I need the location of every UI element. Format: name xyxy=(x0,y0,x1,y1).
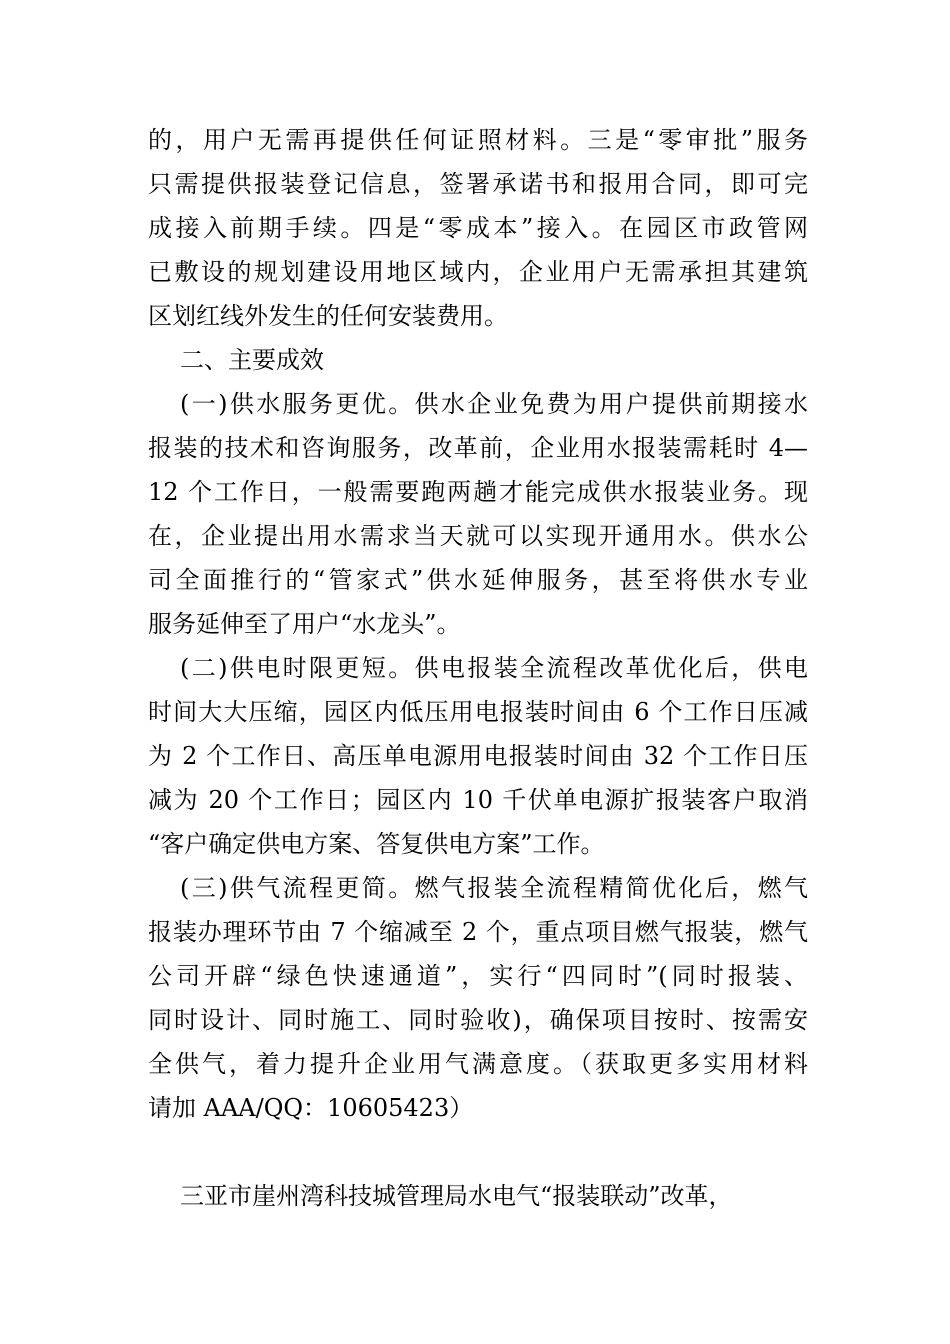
text-line: 同时设计、同时施工、同时验收)，确保项目按时、按需安 xyxy=(148,1006,808,1034)
text-line: 全供气，着力提升企业用气满意度。（获取更多实用材料 xyxy=(148,1050,808,1078)
text-line: 公司开辟“绿色快速通道”，实行“四同时”(同时报装、 xyxy=(148,962,808,990)
paragraph-zero-cost xyxy=(148,118,808,338)
text-line: (二)供电时限更短。供电报装全流程改革优化后，供电 xyxy=(180,654,808,682)
text-line: 报装的技术和咨询服务，改革前，企业用水报装需耗时 4— xyxy=(148,434,808,462)
text-line: 的，用户无需再提供任何证照材料。三是“零审批”服务 xyxy=(148,126,808,154)
text-line: 减为 20 个工作日；园区内 10 千伏单电源扩报装客户取消 xyxy=(148,786,808,814)
paragraph-water-supply xyxy=(148,382,808,646)
text-line: 已敷设的规划建设用地区域内，企业用户无需承担其建筑 xyxy=(148,258,808,286)
text-line: 请加 AAA/QQ：10605423） xyxy=(148,1094,474,1122)
text-line: 司全面推行的“管家式”供水延伸服务，甚至将供水专业 xyxy=(148,566,808,594)
text-line: 在，企业提出用水需求当天就可以实现开通用水。供水公 xyxy=(148,522,808,550)
text-line: (一)供水服务更优。供水企业免费为用户提供前期接水 xyxy=(180,390,808,418)
text-line: 时间大大压缩，园区内低压用电报装时间由 6 个工作日压减 xyxy=(148,698,808,726)
text-line: 成接入前期手续。四是“零成本”接入。在园区市政管网 xyxy=(148,214,808,242)
text-line: 三亚市崖州湾科技城管理局水电气“报装联动”改革， xyxy=(180,1182,733,1210)
text-line: 报装办理环节由 7 个缩减至 2 个，重点项目燃气报装，燃气 xyxy=(148,918,808,946)
document-page xyxy=(148,118,808,1218)
section-heading xyxy=(148,338,808,382)
text-line: (三)供气流程更简。燃气报装全流程精简优化后，燃气 xyxy=(180,874,808,902)
text-line: “客户确定供电方案、答复供电方案”工作。 xyxy=(148,830,605,858)
text-line: 12 个工作日，一般需要跑两趟才能完成供水报装业务。现 xyxy=(148,478,808,506)
heading-text: 二、主要成效 xyxy=(180,346,324,374)
text-line: 区划红线外发生的任何安装费用。 xyxy=(148,302,508,330)
text-line: 为 2 个工作日、高压单电源用电报装时间由 32 个工作日压 xyxy=(148,742,808,770)
paragraph-gap xyxy=(148,1130,808,1174)
paragraph-reform-title xyxy=(148,1174,808,1218)
text-line: 只需提供报装登记信息，签署承诺书和报用合同，即可完 xyxy=(148,170,808,198)
paragraph-power-supply xyxy=(148,646,808,866)
text-line: 服务延伸至了用户“水龙头”。 xyxy=(148,610,461,638)
paragraph-gas-supply xyxy=(148,866,808,1130)
